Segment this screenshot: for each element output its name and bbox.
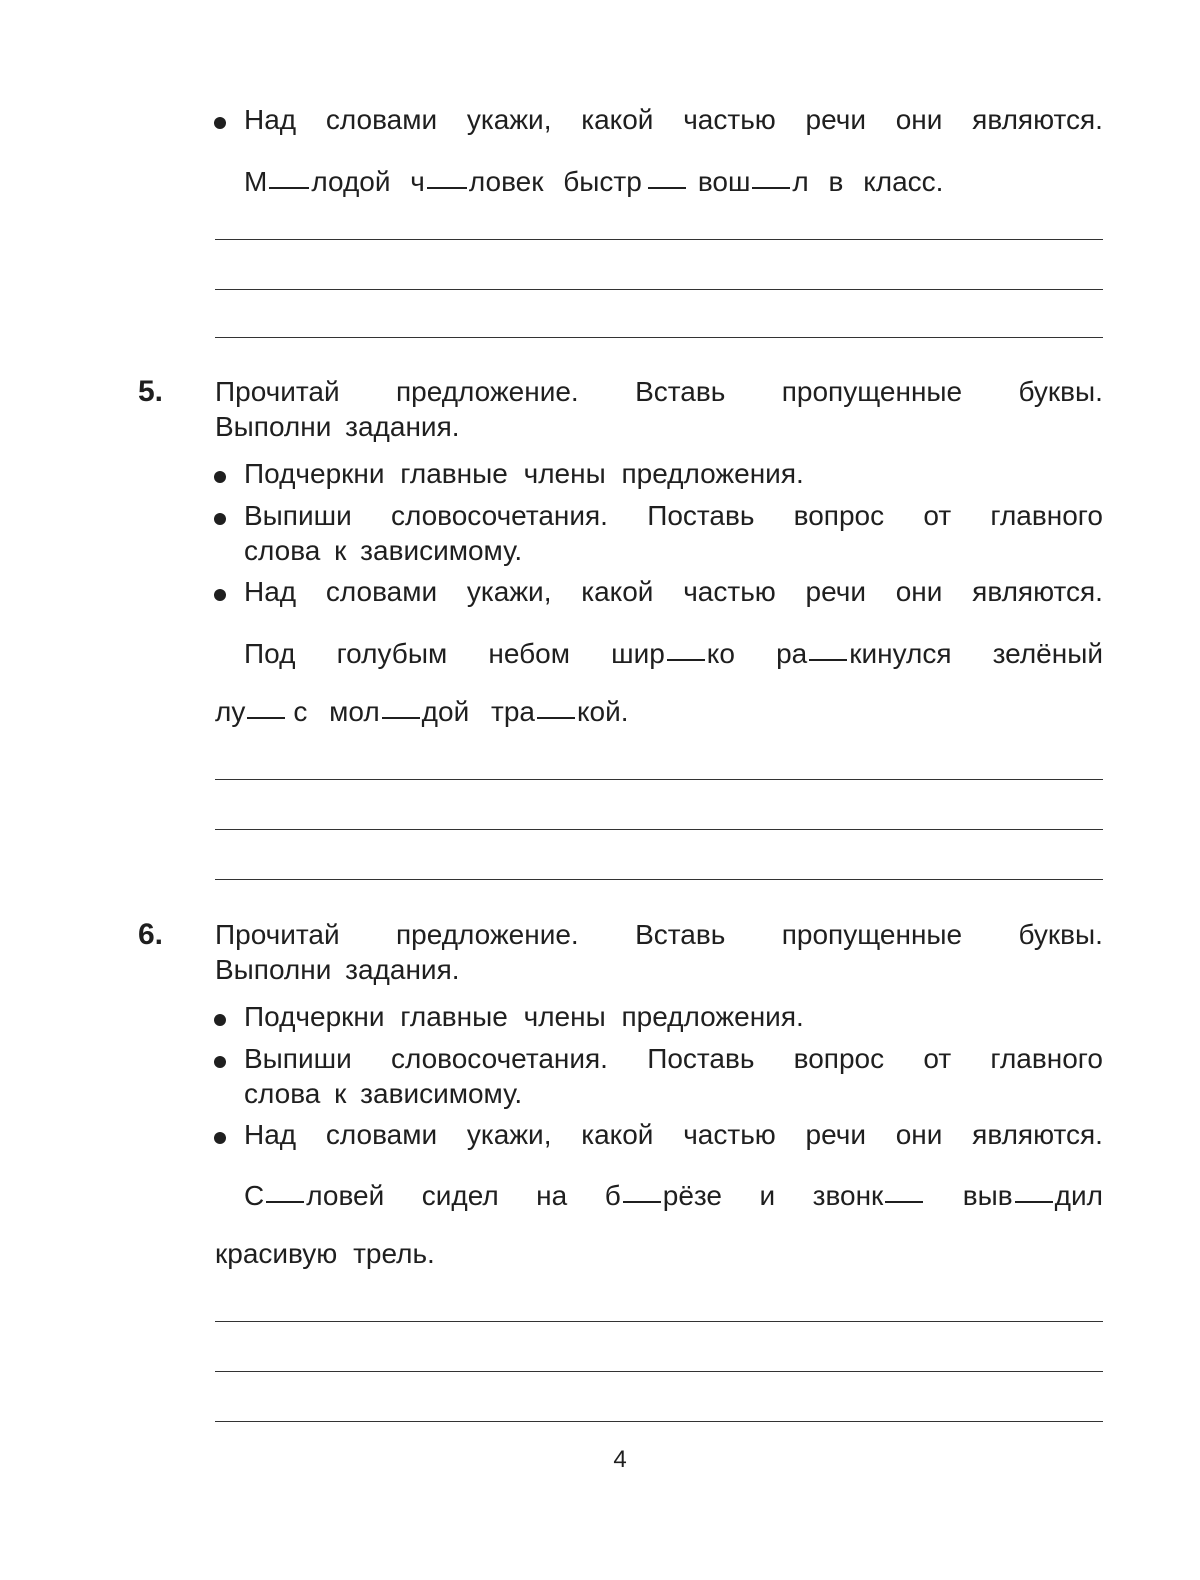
word: словосочетания.	[390, 500, 608, 531]
word: словосочетания.	[390, 1043, 608, 1074]
letter-blank[interactable]	[648, 187, 686, 189]
letter-blank[interactable]	[427, 187, 467, 189]
task6-bullet2-line1	[244, 1043, 1103, 1075]
word: пропущенные	[781, 919, 963, 950]
answer-line[interactable]	[215, 337, 1103, 338]
answer-line[interactable]	[215, 239, 1103, 240]
word: предложение.	[396, 919, 579, 950]
task5-sentence-line2	[215, 696, 629, 728]
bullet-dot	[214, 471, 226, 483]
word: выв дил	[962, 1180, 1103, 1211]
sentence-part: с мол	[293, 696, 380, 727]
bullet-text: слова к зависимому.	[244, 1078, 523, 1109]
task6-bullet2-line2	[244, 1078, 522, 1110]
task5-instruction-line2	[215, 411, 460, 443]
word: частью	[683, 104, 776, 135]
answer-line[interactable]	[215, 1371, 1103, 1372]
word: Вставь	[635, 919, 726, 950]
sentence-part: вош	[697, 166, 751, 197]
word: и	[759, 1180, 776, 1211]
sentence-text: красивую трель.	[215, 1238, 435, 1269]
sentence-part: дой тра	[421, 696, 535, 727]
word: буквы.	[1018, 376, 1103, 407]
bullet-dot	[214, 1132, 226, 1144]
word: речи	[805, 1119, 866, 1150]
bullet-dot	[214, 589, 226, 601]
word: укажи,	[466, 104, 552, 135]
answer-line[interactable]	[215, 289, 1103, 290]
top-sentence	[244, 166, 1103, 198]
word: словами	[325, 576, 438, 607]
word: С ловей	[244, 1180, 385, 1211]
word: укажи,	[466, 576, 552, 607]
letter-blank[interactable]	[809, 659, 847, 661]
sentence-part: лодой ч	[311, 166, 425, 197]
letter-blank[interactable]	[247, 717, 285, 719]
word: какой	[581, 1119, 654, 1150]
word: какой	[581, 104, 654, 135]
letter-blank[interactable]	[1015, 1201, 1053, 1203]
bullet-text: Подчеркни главные члены предложения.	[244, 1001, 804, 1032]
word: Над	[244, 104, 297, 135]
word: Поставь	[647, 1043, 755, 1074]
word: главного	[990, 500, 1103, 531]
answer-line[interactable]	[215, 779, 1103, 780]
word: Выпиши	[244, 500, 352, 531]
page-number: 4	[613, 1446, 627, 1473]
instruction-text: Выполни задания.	[215, 411, 460, 442]
word: Над	[244, 576, 297, 607]
word: укажи,	[466, 1119, 552, 1150]
word: на	[536, 1180, 568, 1211]
letter-blank[interactable]	[266, 1201, 304, 1203]
task5-bullet2-line2	[244, 535, 522, 567]
word: предложение.	[396, 376, 579, 407]
word: небом	[488, 638, 570, 669]
sentence-part: кой.	[576, 696, 629, 727]
letter-blank[interactable]	[667, 659, 705, 661]
word: буквы.	[1018, 919, 1103, 950]
word: ра кинулся	[776, 638, 952, 669]
letter-blank[interactable]	[752, 187, 790, 189]
word: они	[895, 104, 943, 135]
word: словами	[325, 1119, 438, 1150]
sentence-part: ловек быстр	[468, 166, 642, 197]
task-number-5: 5.	[138, 375, 164, 408]
word: звонк	[813, 1180, 926, 1212]
bullet-text: слова к зависимому.	[244, 535, 523, 566]
task6-sentence-line2	[215, 1238, 435, 1270]
word: вопрос	[793, 1043, 885, 1074]
letter-blank[interactable]	[269, 187, 309, 189]
answer-line[interactable]	[215, 1321, 1103, 1322]
word: частью	[683, 1119, 776, 1150]
bullet-text: Подчеркни главные члены предложения.	[244, 458, 804, 489]
word: являются.	[972, 1119, 1103, 1150]
word: шир ко	[611, 638, 735, 669]
word: Прочитай	[215, 919, 340, 950]
answer-line[interactable]	[215, 879, 1103, 880]
task5-bullet1	[244, 458, 804, 490]
task-number-6: 6.	[138, 918, 164, 951]
word: какой	[581, 576, 654, 607]
letter-blank[interactable]	[623, 1201, 661, 1203]
word: голубым	[336, 638, 448, 669]
word: от	[923, 1043, 952, 1074]
word: сидел	[421, 1180, 499, 1211]
task6-bullet3	[244, 1119, 1103, 1151]
word: зелёный	[992, 638, 1103, 669]
word: речи	[805, 104, 866, 135]
sentence-part: лу	[215, 696, 246, 727]
letter-blank[interactable]	[382, 717, 420, 719]
top-bullet3-text	[244, 104, 1103, 136]
word: являются.	[972, 104, 1103, 135]
answer-line[interactable]	[215, 1421, 1103, 1422]
bullet-dot	[214, 513, 226, 525]
letter-blank[interactable]	[885, 1201, 923, 1203]
task6-sentence-line1	[244, 1180, 1103, 1212]
sentence-part: л в класс.	[792, 166, 944, 197]
task5-sentence-line1	[244, 638, 1103, 670]
word: являются.	[972, 576, 1103, 607]
word: словами	[325, 104, 438, 135]
task6-instruction-line2	[215, 954, 460, 986]
word: частью	[683, 576, 776, 607]
letter-blank[interactable]	[537, 717, 575, 719]
sentence-part: М	[244, 166, 268, 197]
word: Выпиши	[244, 1043, 352, 1074]
word: пропущенные	[781, 376, 963, 407]
word: Вставь	[635, 376, 726, 407]
word: Прочитай	[215, 376, 340, 407]
word: они	[895, 576, 943, 607]
word: Поставь	[647, 500, 755, 531]
word: б рёзе	[604, 1180, 722, 1211]
word: главного	[990, 1043, 1103, 1074]
bullet-dot	[214, 1014, 226, 1026]
instruction-text: Выполни задания.	[215, 954, 460, 985]
word: вопрос	[793, 500, 885, 531]
bullet-dot	[214, 117, 226, 129]
task6-bullet1	[244, 1001, 804, 1033]
task5-bullet3	[244, 576, 1103, 608]
word: Над	[244, 1119, 297, 1150]
task5-bullet2-line1	[244, 500, 1103, 532]
task6-instruction-line1	[215, 919, 1103, 951]
bullet-dot	[214, 1056, 226, 1068]
task5-instruction-line1	[215, 376, 1103, 408]
word: от	[923, 500, 952, 531]
word: речи	[805, 576, 866, 607]
answer-line[interactable]	[215, 829, 1103, 830]
word: Под	[244, 638, 296, 669]
word: они	[895, 1119, 943, 1150]
